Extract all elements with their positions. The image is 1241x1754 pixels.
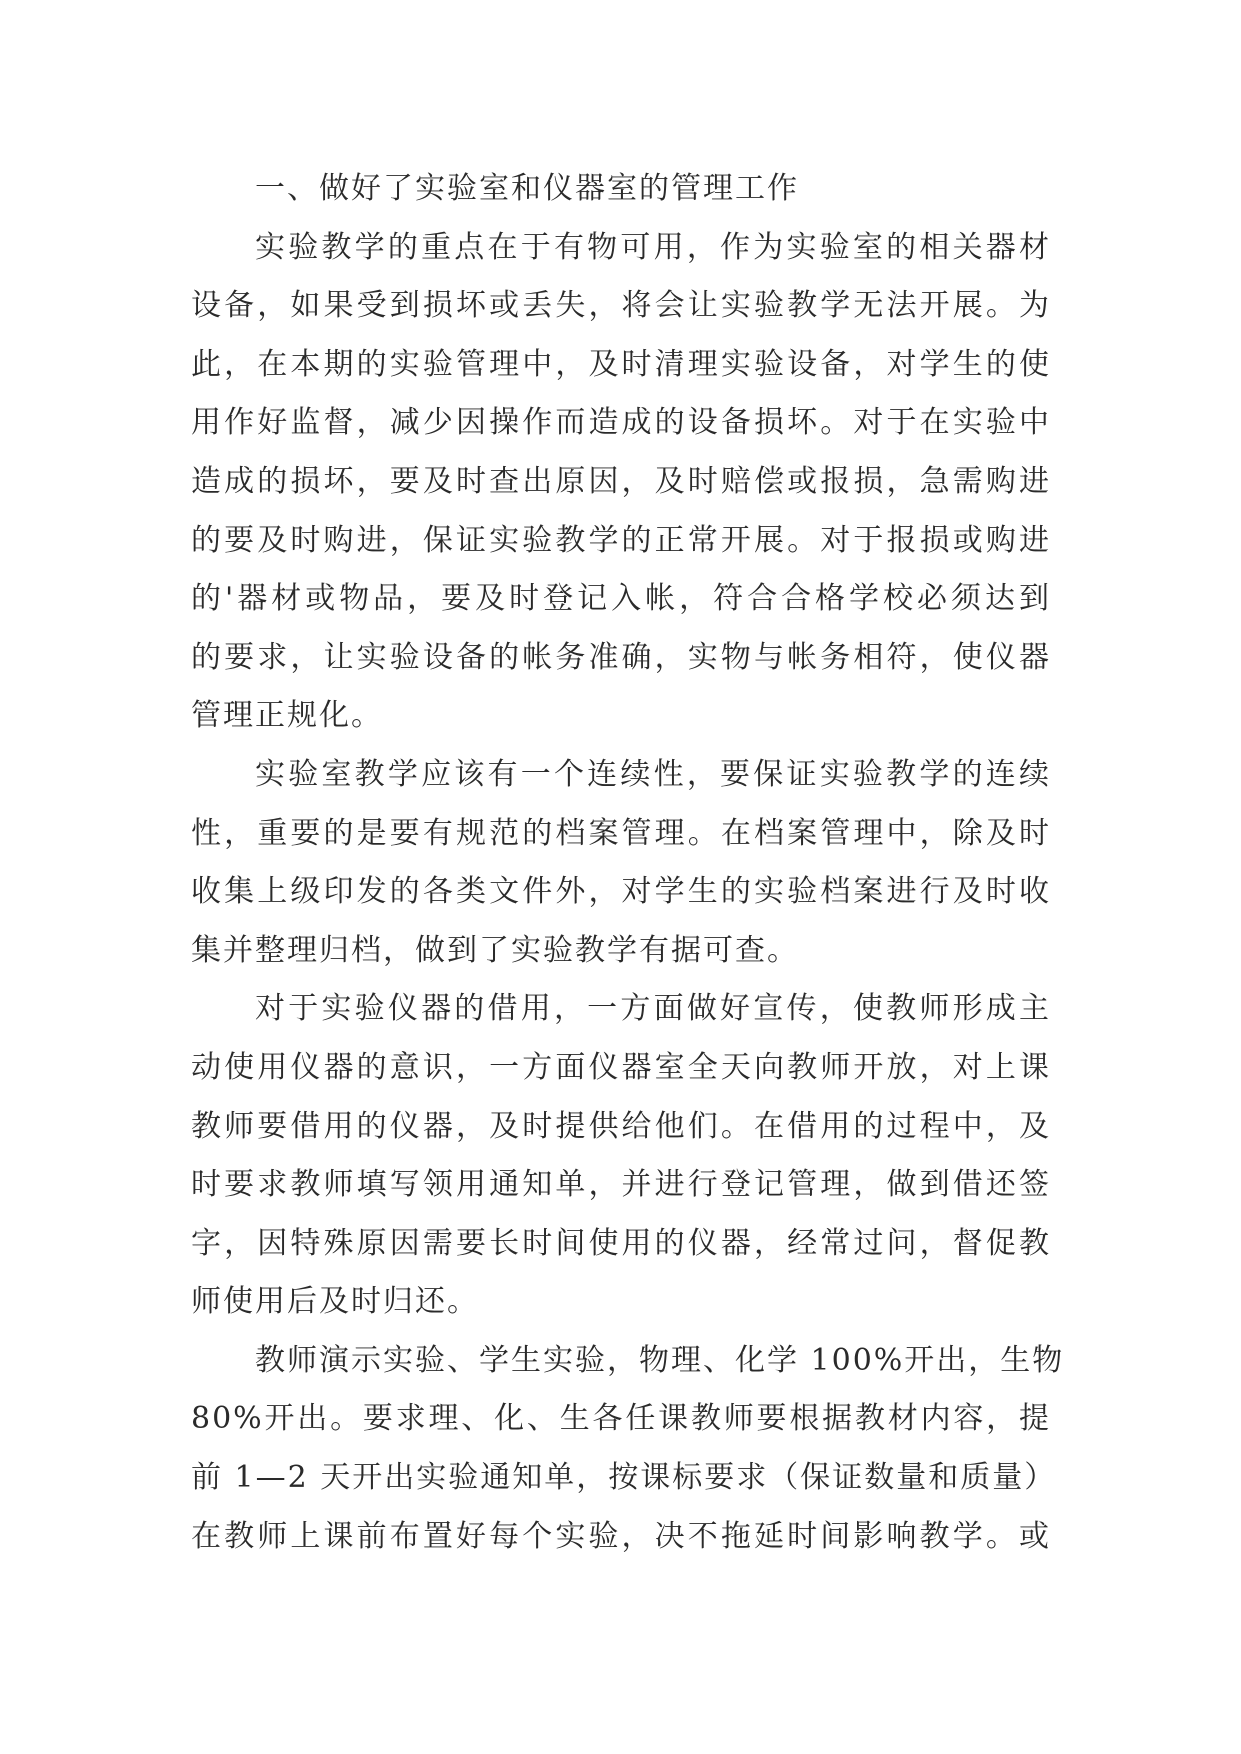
paragraph-experiment-rate xyxy=(191,1332,1065,1566)
section-heading: 一、做好了实验室和仪器室的管理工作 xyxy=(255,171,799,206)
paragraph-line: 的要及时购进，保证实验教学的正常开展。对于报损或购进 xyxy=(191,522,1051,558)
paragraph-line: 教师演示实验、学生实验，物理、化学 100%开出，生物 xyxy=(255,1342,1065,1378)
paragraph-line: 在教师上课前布置好每个实验，决不拖延时间影响教学。或 xyxy=(191,1518,1051,1554)
paragraph-line: 的'器材或物品，要及时登记入帐，符合合格学校必须达到 xyxy=(191,581,1051,617)
paragraph-equipment-management xyxy=(191,219,1051,746)
paragraph-instrument-borrowing xyxy=(191,980,1051,1332)
paragraph-line: 收集上级印发的各类文件外，对学生的实验档案进行及时收 xyxy=(191,874,1051,910)
paragraph-line: 实验教学的重点在于有物可用，作为实验室的相关器材 xyxy=(255,229,1051,265)
paragraph-line: 的要求，让实验设备的帐务准确，实物与帐务相符，使仪器 xyxy=(191,639,1051,675)
paragraph-line: 前 1—2 天开出实验通知单，按课标要求（保证数量和质量） xyxy=(191,1460,1057,1496)
paragraph-line: 管理正规化。 xyxy=(191,698,383,734)
paragraph-line: 教师要借用的仪器，及时提供给他们。在借用的过程中，及 xyxy=(191,1108,1051,1144)
paragraph-line: 动使用仪器的意识，一方面仪器室全天向教师开放，对上课 xyxy=(191,1049,1051,1085)
paragraph-line: 性，重要的是要有规范的档案管理。在档案管理中，除及时 xyxy=(191,815,1051,851)
paragraph-line: 字，因特殊原因需要长时间使用的仪器，经常过问，督促教 xyxy=(191,1225,1051,1261)
paragraph-line: 设备，如果受到损坏或丢失，将会让实验教学无法开展。为 xyxy=(191,288,1051,324)
paragraph-line: 时要求教师填写领用通知单，并进行登记管理，做到借还签 xyxy=(191,1167,1051,1203)
paragraph-line: 用作好监督，减少因操作而造成的设备损坏。对于在实验中 xyxy=(191,405,1051,441)
paragraph-line: 此，在本期的实验管理中，及时清理实验设备，对学生的使 xyxy=(191,346,1051,382)
paragraph-archive-management xyxy=(191,746,1051,980)
paragraph-line: 80%开出。要求理、化、生各任课教师要根据教材内容，提 xyxy=(191,1401,1051,1437)
paragraph-line: 造成的损坏，要及时查出原因，及时赔偿或报损，急需购进 xyxy=(191,463,1051,499)
paragraph-line: 师使用后及时归还。 xyxy=(191,1284,479,1320)
document-body xyxy=(191,160,1065,1566)
paragraph-line: 实验室教学应该有一个连续性，要保证实验教学的连续 xyxy=(255,756,1051,792)
paragraph-line: 集并整理归档，做到了实验教学有据可查。 xyxy=(191,932,799,968)
paragraph-line: 对于实验仪器的借用，一方面做好宣传，使教师形成主 xyxy=(255,991,1051,1027)
